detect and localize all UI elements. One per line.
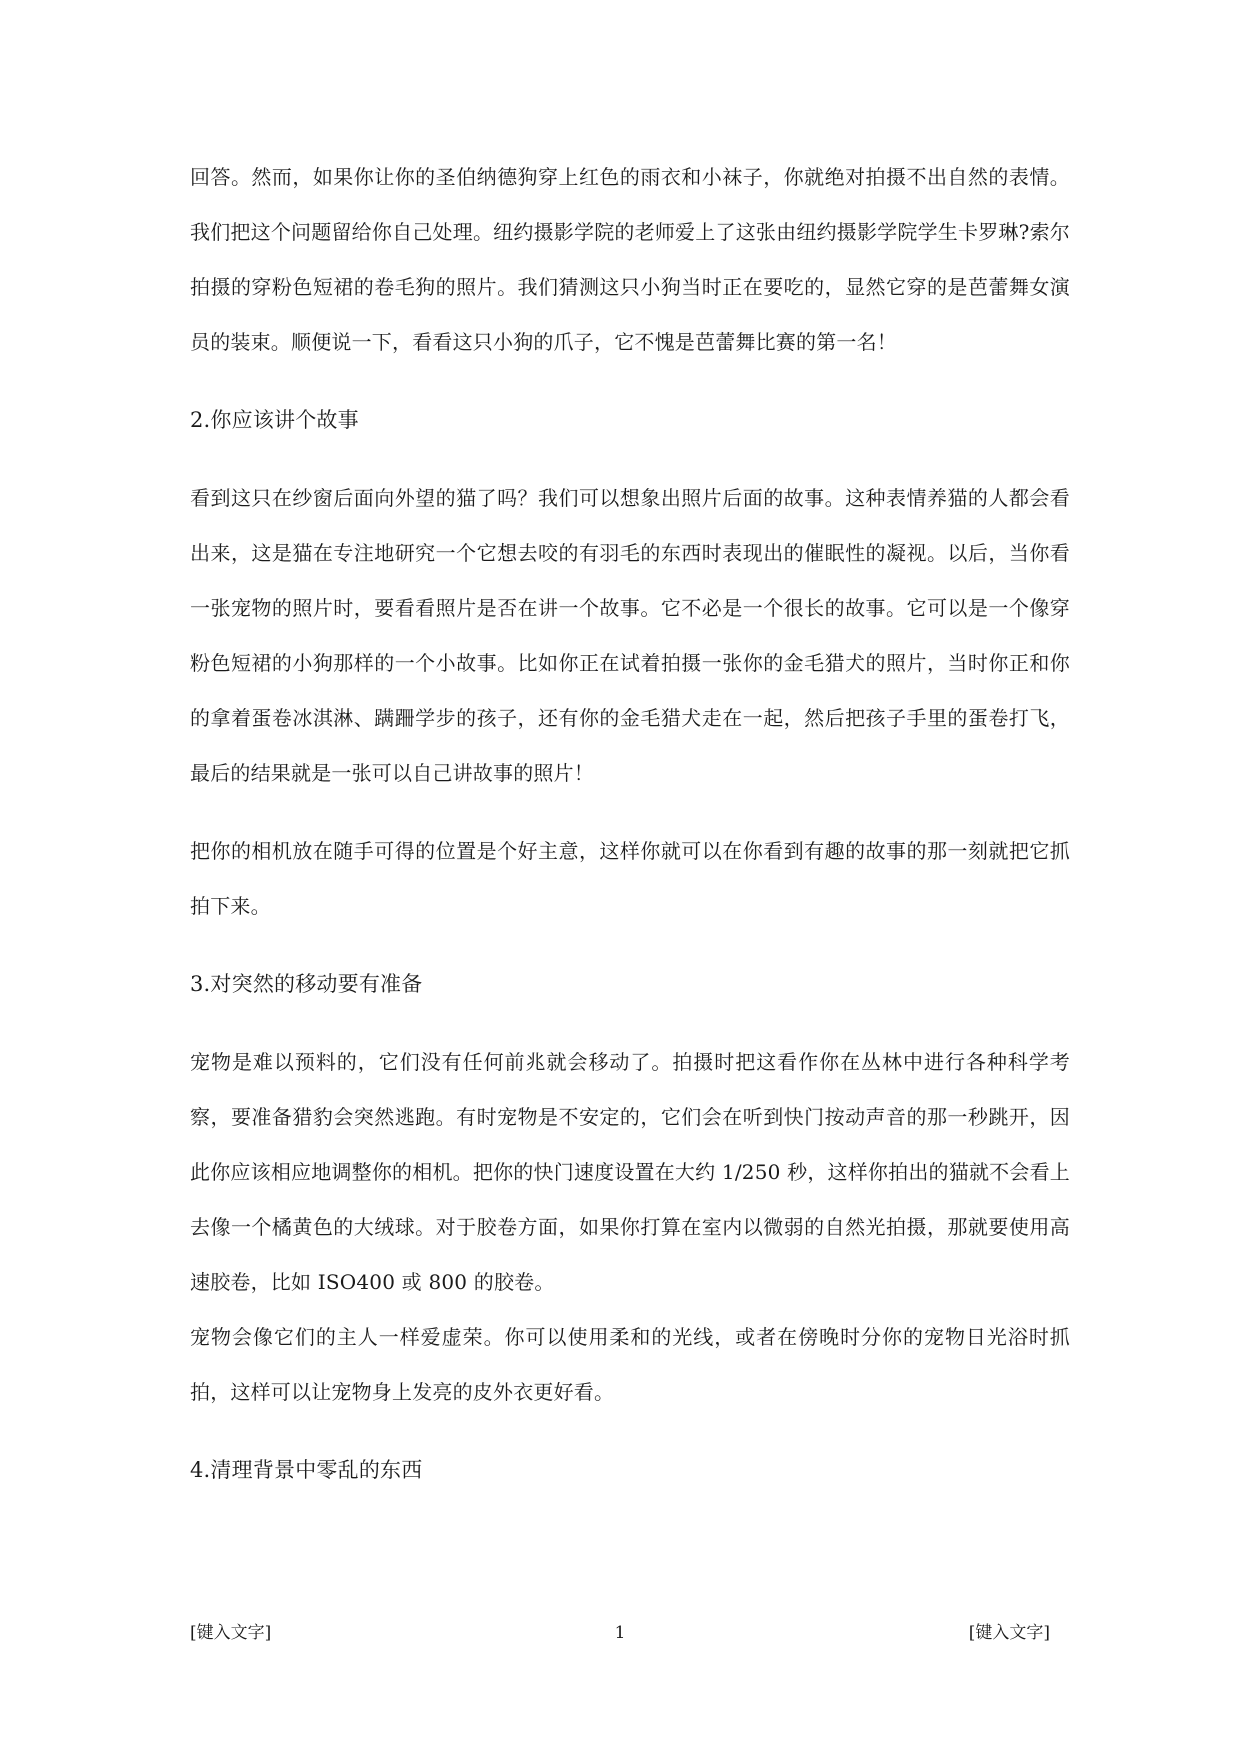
section-heading-4: 4.清理背景中零乱的东西 — [190, 1458, 423, 1482]
section-heading-2: 2.你应该讲个故事 — [190, 408, 359, 432]
paragraph-story: 看到这只在纱窗后面向外望的猫了吗？我们可以想象出照片后面的故事。这种表情养猫的人都会看出来，这是猫在专注地研究一个它想去咬的有羽毛的东西时表现出的催眠性的凝视。以后，当你看一张宠物的照片时，要看看照片是否在讲一个故事。它不必是一个很长的故事。它可以是一个像穿粉色短裙的小狗那样的一个小故事。比如你正在试着拍摄一张你的金毛猎犬的照片，当时你正和你的拿着蛋卷冰淇淋、蹒跚学步的孩子，还有你的金毛猎犬走在一起，然后把孩子手里的蛋卷打飞，最后的结果就是一张可以自己讲故事的照片！ — [190, 486, 1070, 785]
footer-left-placeholder[interactable]: [键入文字] — [190, 1623, 272, 1643]
paragraph-spacer — [190, 370, 1070, 393]
document-body — [190, 150, 1070, 1498]
paragraph-spacer — [190, 448, 1070, 471]
paragraph-vanity: 宠物会像它们的主人一样爱虚荣。你可以使用柔和的光线，或者在傍晚时分你的宠物日光浴时抓拍，这样可以让宠物身上发亮的皮外衣更好看。 — [190, 1325, 1070, 1404]
paragraph-spacer — [190, 934, 1070, 957]
page-footer — [190, 1621, 1050, 1645]
section-heading-3: 3.对突然的移动要有准备 — [190, 972, 423, 996]
footer-right-placeholder[interactable]: [键入文字] — [968, 1623, 1050, 1643]
paragraph-spacer — [190, 1420, 1070, 1443]
page-number: 1 — [614, 1623, 626, 1643]
paragraph-intro-end: 回答。然而，如果你让你的圣伯纳德狗穿上红色的雨衣和小袜子，你就绝对拍摄不出自然的表情。我们把这个问题留给你自己处理。纽约摄影学院的老师爱上了这张由纽约摄影学院学生卡罗琳?索尔拍摄的穿粉色短裙的卷毛狗的照片。我们猜测这只小狗当时正在要吃的，显然它穿的是芭蕾舞女演员的装束。顺便说一下，看看这只小狗的爪子，它不愧是芭蕾舞比赛的第一名！ — [190, 165, 1070, 354]
paragraph-sudden-movement: 宠物是难以预料的，它们没有任何前兆就会移动了。拍摄时把这看作你在丛林中进行各种科学考察，要准备猎豹会突然逃跑。有时宠物是不安定的，它们会在听到快门按动声音的那一秒跳开，因此你应该相应地调整你的相机。把你的快门速度设置在大约 1/250 秒，这样你拍出的猫就不会看上去像一个橘黄色的大绒球。对于胶卷方面，如果你打算在室内以微弱的自然光拍摄，那就要使用高速胶卷，比如 ISO400 或 800 的胶卷。 — [190, 1050, 1070, 1294]
paragraph-camera-tip: 把你的相机放在随手可得的位置是个好主意，这样你就可以在你看到有趣的故事的那一刻就把它抓拍下来。 — [190, 839, 1070, 918]
paragraph-spacer — [190, 801, 1070, 824]
paragraph-spacer — [190, 1012, 1070, 1035]
